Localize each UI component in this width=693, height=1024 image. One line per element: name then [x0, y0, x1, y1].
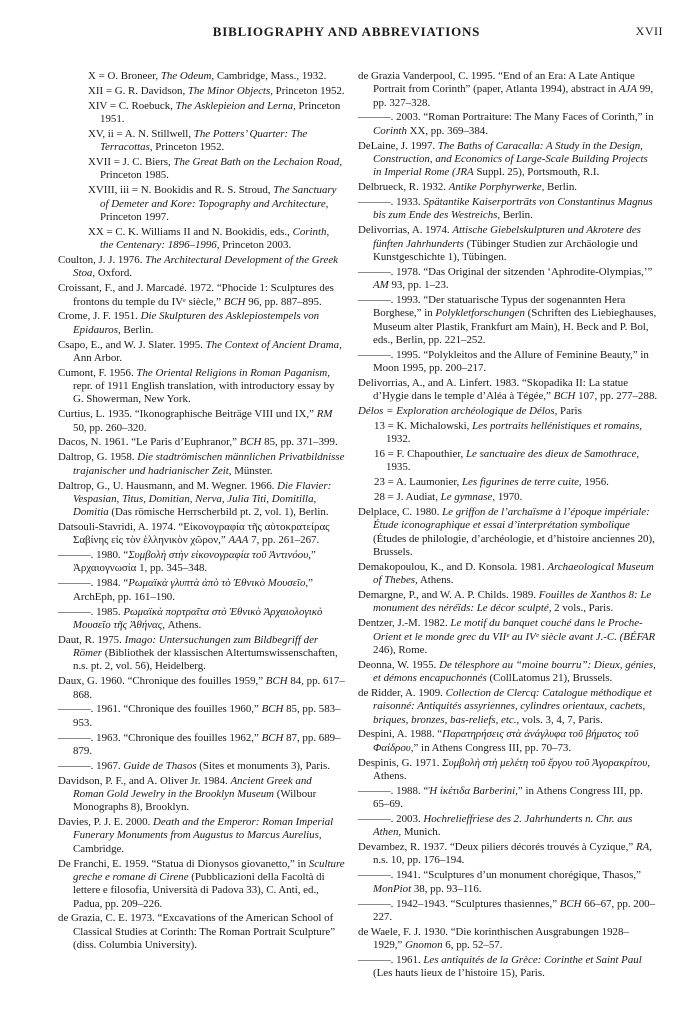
entry-text: XII = G. R. Davidson,: [88, 84, 188, 97]
entry-text: Daltrop, G. 1958.: [58, 451, 138, 464]
bibliography-entry: [358, 70, 658, 110]
entry-title-italic: Death and the Emperor: Roman Imperial Funerary Monuments from Augustus to Marcus Aurelius,: [73, 816, 334, 842]
entry-text-rest: 1932.: [386, 433, 411, 446]
entry-text-rest: 7, pp. 261–267.: [248, 534, 320, 547]
bibliography-entry: [358, 140, 658, 180]
bibliography-entry: [358, 405, 658, 418]
entry-title-italic: Guide de Thasos: [123, 759, 197, 772]
entry-text: Dentzer, J.-M. 1982.: [358, 617, 451, 630]
bibliography-entry: [358, 266, 658, 293]
entry-text-rest: Princeton 1997.: [100, 210, 169, 223]
entry-title-italic: Attische Giebelskulpturen und Akrotere des fünften Jahrhunderts: [373, 224, 641, 250]
bibliography-entry: [358, 757, 658, 784]
entry-title-italic: Παρατηρήσεις στὰ ἀνάγλυφα τοῦ βήματος τοῦ Φαίδρου,: [373, 728, 639, 754]
entry-title-italic: Imago: Untersuchungen zum Bildbegriff der Römer: [73, 633, 319, 660]
bibliography-entry: [358, 659, 658, 686]
bibliography-entry: [58, 367, 345, 407]
entry-text-rest: 85, pp. 371–399.: [261, 436, 338, 449]
entry-title-italic: AJA: [618, 83, 637, 96]
entry-text-rest: 87, pp. 689–879.: [73, 731, 341, 757]
entry-text-rest: 1935.: [386, 461, 411, 474]
entry-text-rest: Berlin.: [544, 181, 577, 194]
bibliography-entry: [58, 858, 345, 911]
entry-title-italic: Collection de Clercq: Catalogue méthodique et raisonné: Antiquités assyriennes, cylindres orientaux, cachets, briques, bronzes, bas-reliefs, etc.,: [373, 686, 652, 726]
entry-text-rest: 96, pp. 887–895.: [245, 295, 322, 308]
entry-text: XV, ii = A. N. Stillwell,: [88, 127, 194, 140]
entry-text-rest: repr. of 1911 English translation, with introductory essay by G. Showerman, New York.: [73, 380, 335, 406]
entry-text-rest: Münster.: [231, 464, 273, 477]
entry-title-italic: RM: [316, 408, 333, 421]
entry-title-italic: AM: [373, 279, 389, 292]
entry-title-italic: Archaeological Museum of Thebes,: [373, 560, 654, 587]
bibliography-entry: [58, 549, 345, 576]
entry-text: X = O. Broneer,: [88, 70, 161, 82]
entry-text-rest: ” in Athens Congress III, pp. 65–69.: [373, 784, 643, 811]
entry-text-rest: (Bibliothek der klassischen Altertumswissenschaften, n.s. pt. 2, vol. 56), Heidelberg.: [73, 647, 338, 673]
entry-text-rest: Cambridge, Mass., 1932.: [214, 70, 327, 82]
bibliography-entry: [58, 606, 345, 633]
entry-text-rest: 2 vols., Paris.: [551, 602, 614, 615]
entry-text-rest: 50, pp. 260–320.: [73, 421, 147, 434]
entry-title-italic: Le gymnase,: [440, 491, 496, 504]
entry-text: Daux, G. 1960. “Chronique des fouilles 1959,”: [58, 675, 266, 688]
entry-text: ———. 1985.: [58, 605, 124, 618]
entry-text: XVIII, iii = N. Bookidis and R. S. Stroud,: [88, 184, 274, 197]
entry-text-rest: (Pubblicazioni della Facoltà di lettere e filosofia, Università di Padova 33), C. Anti, ed., Padua, pp. 209–226.: [73, 870, 325, 910]
entry-text: XIV = C. Roebuck,: [88, 99, 176, 112]
entry-text: ———. 1961.: [358, 953, 424, 966]
entry-text: Curtius, L. 1935. “Ikonographische Beiträge VIII und IX,”: [58, 408, 317, 421]
entry-text-rest: Princeton 1951.: [100, 99, 341, 126]
bibliography-entry: [88, 156, 345, 183]
entry-text-rest: 66–67, pp. 200–227.: [373, 897, 656, 923]
bibliography-entry: [358, 728, 658, 755]
entry-text-rest: (Wilbour Monographs 8), Brooklyn.: [73, 787, 317, 814]
entry-text-rest: ” in Athens Congress III, pp. 70–73.: [413, 741, 572, 754]
entry-text: Daltrop, G., U. Hausmann, and M. Wegner. 1966.: [58, 479, 278, 492]
entry-text-rest: vols. 3, 4, 7, Paris.: [519, 713, 603, 726]
page-number: XVII: [635, 24, 663, 38]
bibliography-entry: [358, 196, 658, 223]
entry-text: ———. 1967.: [58, 759, 124, 772]
entry-text: 23 = A. Laumonier,: [374, 476, 462, 489]
entry-title-italic: The Potters’ Quarter: The Terracottas,: [100, 127, 308, 154]
bibliography-entry: [358, 294, 658, 347]
bibliography-entry: [88, 128, 345, 155]
entry-title-italic: Le motif du banquet couché dans le Proche-Orient et le monde grec du VIIᵉ au IVᵉ siècle avant J.-C. (BÉFAR: [373, 617, 656, 643]
entry-text: Demakopoulou, K., and D. Konsola. 1981.: [358, 560, 548, 573]
bibliography-entry: [88, 100, 345, 127]
entry-title-italic: Ρωμαϊκὰ γλυπτὰ ἀπὸ τὸ Ἐθνικὸ Μουσεῖο,: [128, 577, 309, 590]
entry-text-rest: 93, pp. 1–23.: [388, 279, 449, 292]
entry-text: Delplace, C. 1980.: [358, 506, 443, 519]
entry-text: Deonna, W. 1955.: [358, 658, 440, 671]
entry-text-rest: Princeton 1952.: [272, 84, 345, 97]
entry-text-rest: (Das römische Herrscherbild pt. 2, vol. 1), Berlin.: [108, 506, 329, 519]
entry-text-rest: Athens.: [164, 618, 202, 631]
entry-title-italic: Fouilles de Xanthos 8: Le monument des néréïds: Le décor sculpté,: [373, 589, 652, 615]
entry-text: de Grazia, C. E. 1973. “Excavations of the American School of Classical Studies at Corinth: The Roman Portrait Sculpture” (diss. Columbia University).: [58, 912, 336, 952]
entry-title-italic: RA,: [635, 841, 652, 854]
entry-text: ———. 1993. “Der statuarische Typus der sogenannten Hera Borghese,” in: [358, 293, 626, 320]
entry-text-rest: 99, pp. 327–328.: [373, 83, 654, 109]
bibliography-entry: [358, 687, 658, 727]
bibliography-entry: [58, 732, 345, 759]
entry-title-italic: Die Flavier: Vespasian, Titus, Domitian, Nerva, Julia Titi, Domitilla, Domitia: [73, 479, 332, 519]
entry-text: ———. 1988. “: [358, 784, 429, 797]
entry-text: DeLaine, J. 1997.: [358, 139, 438, 152]
entry-text: ———. 2003. “Roman Portraiture: The Many Faces of Corinth,” in: [358, 111, 654, 124]
entry-text-rest: ” ArchEph, pp. 161–190.: [73, 577, 313, 603]
bibliography-entry: [58, 254, 345, 281]
entry-title-italic: BCH: [239, 436, 262, 449]
bibliography-entry: [358, 224, 658, 264]
entry-title-italic: BCH: [265, 675, 288, 688]
bibliography-entry: [58, 408, 345, 435]
entry-text-rest: 107, pp. 277–288.: [575, 390, 658, 403]
bibliography-entry: [358, 111, 658, 138]
entry-text-rest: n.s. 10, pp. 176–194.: [373, 854, 465, 867]
entry-text: ———. 1933.: [358, 196, 424, 209]
entry-title-italic: MonPiot: [373, 882, 412, 895]
entry-text: Coulton, J. J. 1976.: [58, 254, 146, 267]
bibliography-entry: [374, 448, 658, 475]
entry-title-italic: Antike Porphyrwerke,: [448, 181, 545, 194]
entry-text-rest: Munich.: [401, 826, 441, 839]
entry-text-rest: Paris: [557, 405, 582, 418]
bibliography-entry: [358, 954, 658, 981]
entry-text-rest: Athens.: [417, 574, 454, 587]
bibliography-entry: [58, 912, 345, 952]
entry-title-italic: Die Skulpturen des Asklepiostempels von Epidauros,: [73, 310, 320, 336]
entry-text: 28 = J. Audiat,: [374, 491, 441, 504]
right-column: [358, 70, 658, 982]
entry-text-rest: (Tübinger Studien zur Archäologie und Kunstgeschichte 1), Tübingen.: [373, 237, 638, 263]
entry-title-italic: Spätantike Kaiserporträts von Constantinus Magnus bis zum Ende des Westreichs,: [373, 196, 653, 222]
entry-text: Davies, P. J. E. 2000.: [58, 816, 153, 829]
bibliography-entry: [58, 577, 345, 604]
entry-title-italic: Die stadtrömischen männlichen Privatbildnisse trajanischer und hadrianischer Zeit,: [73, 451, 345, 477]
entry-title-italic: Συμβολὴ στὴ μελέτη τοῦ ἔργου τοῦ Ἀγορακρίτου,: [442, 756, 650, 769]
bibliography-entry: [358, 813, 658, 840]
entry-text: ———. 1941. “Sculptures d’un monument chorégique, Thasos,”: [358, 869, 641, 882]
bibliography-entry: [58, 521, 345, 548]
entry-text-rest: Cambridge.: [73, 842, 125, 855]
bibliography-entry: [358, 561, 658, 588]
bibliography-entry: [88, 226, 345, 253]
entry-text-rest: Princeton 1985.: [100, 169, 169, 182]
entry-text: Demargne, P., and W. A. P. Childs. 1989.: [358, 589, 539, 602]
left-column: [58, 70, 345, 954]
entry-text: de Waele, F. J. 1930. “Die korinthischen Ausgrabungen 1928–1929,”: [358, 925, 629, 952]
entry-title-italic: De télesphore au “moine bourru”: Dieux, génies, et démons encapuchonnés: [373, 658, 656, 685]
entry-text-rest: Berlin.: [500, 209, 533, 222]
entry-text: de Ridder, A. 1909.: [358, 686, 446, 699]
bibliography-entry: [58, 703, 345, 730]
entry-text: ———. 2003.: [358, 812, 424, 825]
entry-text: ———. 1942–1943. “Sculptures thasiennes,”: [358, 897, 560, 910]
entry-title-italic: The Great Bath on the Lechaion Road,: [173, 156, 343, 169]
entry-title-italic: Ancient Greek and Roman Gold Jewelry in the Brooklyn Museum: [73, 774, 312, 800]
entry-title-italic: Délos = Exploration archéologique de Délos,: [358, 405, 558, 418]
bibliography-entry: [358, 841, 658, 868]
entry-text-rest: (Sites et monuments 3), Paris.: [196, 759, 330, 772]
entry-text-rest: XX, pp. 369–384.: [406, 124, 488, 137]
entry-title-italic: Hochrelieffriese des 2. Jahrhunderts n. Chr. aus Athen,: [373, 812, 633, 839]
entry-title-italic: Ρωμαϊκὰ πορτραῖτα στὸ Ἐθνικὸ Ἀρχαιολογικὸ Μουσεῖο τῆς Ἀθήνας,: [73, 605, 323, 631]
bibliography-entry: [58, 480, 345, 520]
entry-text-rest: 1970.: [495, 491, 523, 504]
entry-text: Cumont, F. 1956.: [58, 366, 137, 379]
bibliography-entry: [358, 506, 658, 559]
bibliography-entry: [58, 310, 345, 337]
entry-title-italic: BCH: [261, 731, 284, 744]
bibliography-entry: [374, 476, 658, 489]
entry-title-italic: The Sanctuary of Demeter and Kore: Topography and Architecture,: [100, 184, 337, 210]
entry-text: de Grazia Vanderpool, C. 1995. “End of an Era: A Late Antique Portrait from Corinth” (paper, Atlanta 1994), abstract in: [358, 70, 635, 96]
entry-text-rest: 1956.: [581, 476, 609, 489]
entry-title-italic: BCH: [223, 295, 246, 308]
entry-text: ———. 1984. “: [58, 577, 129, 590]
entry-text: ———. 1995. “Polykleitos and the Allure of Feminine Beauty,” in Moon 1995, pp. 200–217.: [358, 348, 649, 374]
entry-title-italic: BCH: [553, 390, 576, 403]
entry-text: XVII = J. C. Biers,: [88, 156, 174, 169]
entry-title-italic: Corinth, the Centenary: 1896–1996,: [100, 225, 330, 252]
entry-title-italic: The Oriental Religions in Roman Paganism,: [136, 366, 331, 379]
bibliography-entry: [88, 184, 345, 224]
entry-text: Delivorrias, A. 1974.: [358, 224, 453, 237]
entry-text-rest: (Études de philologie, d’archéologie, et d’histoire anciennes 20), Brussels.: [373, 532, 655, 558]
entry-title-italic: Συμβολὴ στὴν εἰκονογραφία τοῦ Ἀντινόου,: [128, 549, 311, 562]
entry-title-italic: Corinth: [373, 124, 407, 137]
entry-title-italic: The Asklepieion and Lerna,: [175, 99, 296, 112]
entry-title-italic: Polykletforschungen: [435, 307, 525, 320]
entry-text: Despini, A. 1988. “: [358, 728, 443, 741]
entry-title-italic: Gnomon: [405, 939, 443, 952]
entry-title-italic: The Architectural Development of the Greek Stoa,: [73, 254, 338, 280]
bibliography-entry: [58, 451, 345, 478]
entry-title-italic: Sculture greche e romane di Cirene: [73, 857, 345, 883]
bibliography-entry: [358, 926, 658, 953]
bibliography-entry: [358, 349, 658, 376]
entry-text-rest: Princeton 1952.: [152, 141, 225, 154]
entry-text: Crome, J. F. 1951.: [58, 310, 141, 323]
entry-text: 16 = F. Chapouthier,: [374, 448, 466, 461]
entry-text: Croissant, F., and J. Marcadé. 1972. “Phocide 1: Sculptures des frontons du temple du IVᵉ siècle,”: [58, 282, 334, 308]
bibliography-entry: [58, 282, 345, 309]
bibliography-entry: [374, 420, 658, 447]
running-header: [0, 24, 693, 44]
bibliography-entry: [88, 85, 345, 98]
entry-text-rest: (Schriften des Liebieghauses, Museum alter Plastik, Frankfurt am Main), H. Beck and P. Bol, eds., Berlin, pp. 221–252.: [373, 307, 657, 346]
entry-text-rest: 38, pp. 93–116.: [411, 882, 482, 895]
entry-title-italic: Les portraits hellénistiques et romains,: [472, 419, 643, 432]
entry-text-rest: (Les hauts lieux de l’histoire 15), Paris.: [373, 967, 545, 980]
bibliography-entry: [358, 898, 658, 925]
entry-text: XX = C. K. Williams II and N. Bookidis, eds.,: [88, 225, 293, 238]
entry-text: ———. 1980. “: [58, 549, 129, 562]
entry-text: Datsouli-Stavridi, A. 1974. “Εἰκονογραφία τῆς αὐτοκρατείρας Σαβίνης εἰς τὸν ἑλληνικὸν χῶρον,”: [58, 521, 330, 547]
bibliography-entry: [58, 634, 345, 674]
entry-text: Daut, R. 1975.: [58, 633, 125, 646]
bibliography-entry: [358, 181, 658, 194]
bibliography-entry: [58, 816, 345, 856]
entry-text: Devambez, R. 1937. “Deux piliers décorés trouvés à Cyzique,”: [358, 841, 636, 854]
bibliography-entry: [58, 339, 345, 366]
entry-text-rest: Suppl. 25), Portsmouth, R.I.: [473, 166, 600, 179]
bibliography-entry: [88, 70, 345, 83]
entry-text-rest: 85, pp. 583–953.: [73, 703, 341, 729]
entry-text: Dacos, N. 1961. “Le Paris d’Euphranor,”: [58, 436, 240, 449]
entry-title-italic: Le griffon de l’archaïsme à l’époque impériale: Étude iconographique et essai d’interprétation symbolique: [373, 506, 650, 532]
entry-title-italic: Le sanctuaire des dieux de Samothrace,: [465, 448, 640, 461]
entry-title-italic: The Odeum,: [160, 70, 215, 82]
entry-title-italic: The Baths of Caracalla: A Study in the Design, Construction, and Economics of Large-Scale Building Projects in Imperial Rome (JRA: [373, 139, 648, 179]
entry-text-rest: 6, pp. 52–57.: [442, 939, 503, 952]
entry-text-rest: ” Ἀρχαιογνωσία 1, pp. 345–348.: [73, 549, 316, 575]
entry-text-rest: Oxford.: [95, 267, 132, 280]
entry-title-italic: Ἡ ἱκέτιδα Barberini,: [428, 784, 518, 797]
entry-title-italic: BCH: [261, 703, 284, 716]
bibliography-entry: [358, 377, 658, 404]
entry-text: Despinis, G. 1971.: [358, 756, 443, 769]
bibliography-entry: [358, 785, 658, 812]
entry-text: Csapo, E., and W. J. Slater. 1995.: [58, 338, 206, 351]
bibliography-entry: [358, 617, 658, 657]
bibliography-entry: [58, 775, 345, 815]
entry-text: ———. 1963. “Chronique des fouilles 1962,”: [58, 731, 262, 744]
entry-title-italic: AAA: [228, 534, 249, 547]
entry-text: ———. 1978. “Das Original der sitzenden ‘Aphrodite-Olympias,’”: [358, 265, 653, 278]
entry-text-rest: 246), Rome.: [373, 643, 428, 656]
bibliography-entry: [58, 760, 345, 773]
bibliography-entry: [58, 675, 345, 702]
entry-text-rest: (CollLatomus 21), Brussels.: [486, 672, 613, 685]
bibliography-entry: [58, 436, 345, 449]
entry-title-italic: The Context of Ancient Drama,: [205, 338, 342, 351]
entry-text: Delivorrias, A., and A. Linfert. 1983. “Skopadika II: La statue d’Hygie dans le temple d’Aléa à Tégée,”: [358, 376, 629, 403]
entry-text-rest: 84, pp. 617–868.: [73, 675, 345, 701]
entry-text: Davidson, P. F., and A. Oliver Jr. 1984.: [58, 774, 231, 787]
bibliography-entry: [374, 491, 658, 504]
entry-title-italic: The Minor Objects,: [187, 84, 273, 97]
running-title: BIBLIOGRAPHY AND ABBREVIATIONS: [212, 24, 481, 39]
bibliography-entry: [358, 589, 658, 616]
entry-text-rest: Ann Arbor.: [73, 351, 123, 364]
entry-title-italic: Les antiquités de la Grèce: Corinthe et Saint Paul: [423, 953, 642, 966]
entry-text-rest: Athens.: [373, 769, 407, 782]
entry-title-italic: BCH: [559, 897, 582, 910]
entry-text-rest: Princeton 2003.: [219, 239, 292, 252]
entry-text: De Franchi, E. 1959. “Statua di Dionysos giovanetto,” in: [58, 857, 309, 870]
entry-text: ———. 1961. “Chronique des fouilles 1960,”: [58, 703, 262, 716]
entry-title-italic: Les figurines de terre cuite,: [461, 476, 582, 489]
entry-text-rest: Berlin.: [120, 323, 154, 336]
entry-text: 13 = K. Michalowski,: [374, 419, 473, 432]
bibliography-entry: [358, 869, 658, 896]
entry-text: Delbrueck, R. 1932.: [358, 181, 449, 194]
